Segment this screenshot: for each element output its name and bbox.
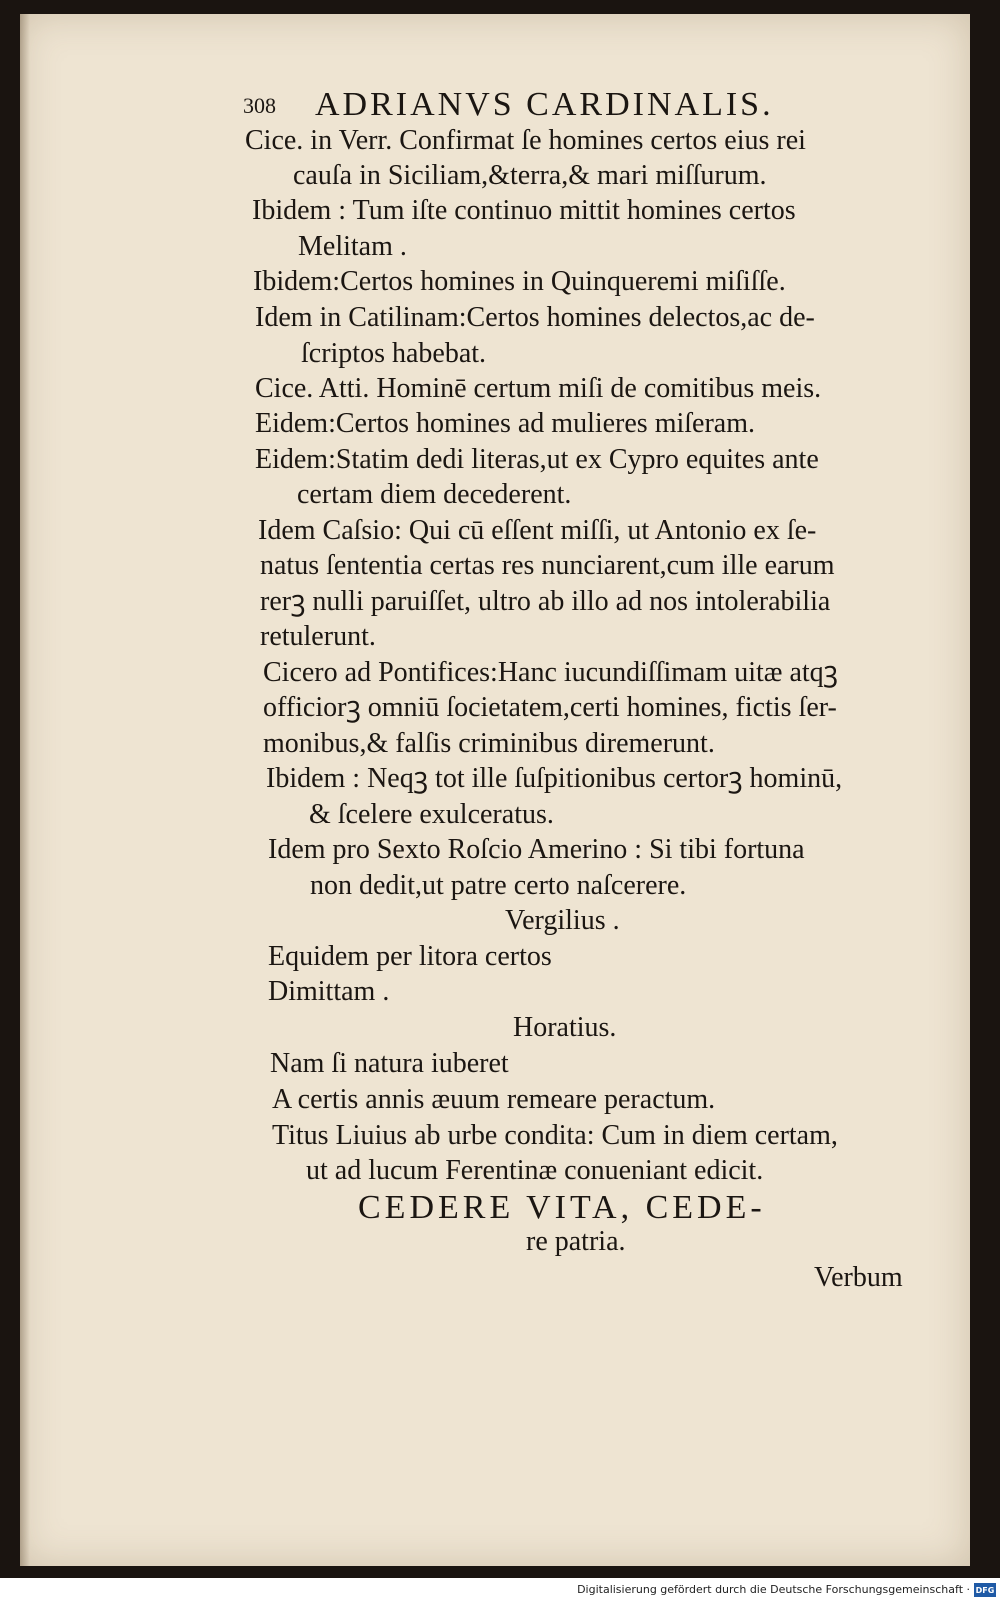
text-line: rerꝫ nulli paruiſſet, ultro ab illo ad nos intolerabilia — [260, 586, 831, 617]
text-line: Ibidem:Certos homines in Quinqueremi miſiſſe. — [253, 266, 786, 297]
text-line: officiorꝫ omniū ſocietatem,certi homines, fictis ſer- — [263, 692, 837, 723]
text-line: Cice. in Verr. Confirmat ſe homines certos eius rei — [245, 125, 806, 156]
catchword: Verbum — [814, 1262, 903, 1293]
funding-credit: Digitalisierung gefördert durch die Deutsche Forschungsgemeinschaft · — [577, 1583, 970, 1596]
verse-line: A certis annis æuum remeare peractum. — [272, 1084, 716, 1115]
text-line: natus ſententia certas res nunciarent,cum ille earum — [260, 550, 835, 581]
section-heading: CEDERE VITA, CEDE- — [358, 1189, 766, 1226]
text-line: ut ad lucum Ferentinæ conueniant edicit. — [306, 1155, 764, 1186]
digitization-footer — [0, 1578, 1000, 1603]
text-line: non dedit,ut patre certo naſcerere. — [310, 870, 687, 901]
text-line: Ibidem : Tum iſte continuo mittit homines certos — [252, 195, 796, 226]
section-heading-continuation: re patria. — [526, 1226, 626, 1257]
text-line: Idem in Catilinam:Certos homines delectos,ac de- — [255, 302, 815, 333]
page-number: 308 — [243, 93, 276, 118]
text-line: retulerunt. — [260, 621, 376, 652]
text-line: Eidem:Certos homines ad mulieres miſeram. — [255, 408, 755, 439]
verse-line: Equidem per litora certos — [268, 941, 552, 972]
verse-author-heading: Vergilius . — [505, 905, 620, 936]
verse-line: Dimittam . — [268, 976, 390, 1007]
text-line: monibus,& falſis criminibus diremerunt. — [263, 728, 715, 759]
text-line: & ſcelere exulceratus. — [309, 799, 554, 830]
text-line: Idem Caſsio: Qui cū eſſent miſſi, ut Antonio ex ſe- — [258, 515, 817, 546]
text-line: Eidem:Statim dedi literas,ut ex Cypro equites ante — [255, 444, 819, 475]
dfg-logo: DFG — [974, 1583, 996, 1597]
text-line: Idem pro Sexto Roſcio Amerino : Si tibi fortuna — [268, 834, 805, 865]
text-line: certam diem decederent. — [297, 479, 572, 510]
text-line: cauſa in Siciliam,&terra,& mari miſſurum. — [293, 160, 767, 191]
text-line: Ibidem : Neqꝫ tot ille ſuſpitionibus certorꝫ hominū, — [266, 763, 843, 794]
text-line: Cicero ad Pontifices:Hanc iucundiſſimam uitæ atqꝫ — [263, 657, 838, 688]
running-head: ADRIANVS CARDINALIS. — [315, 86, 774, 123]
verse-line: Nam ſi natura iuberet — [270, 1048, 509, 1079]
text-line: Titus Liuius ab urbe condita: Cum in diem certam, — [272, 1120, 838, 1151]
text-line: Melitam . — [298, 231, 407, 262]
text-line: ſcriptos habebat. — [301, 338, 487, 369]
verse-author-heading: Horatius. — [513, 1012, 617, 1043]
text-line: Cice. Atti. Hominē certum miſi de comitibus meis. — [255, 373, 822, 404]
